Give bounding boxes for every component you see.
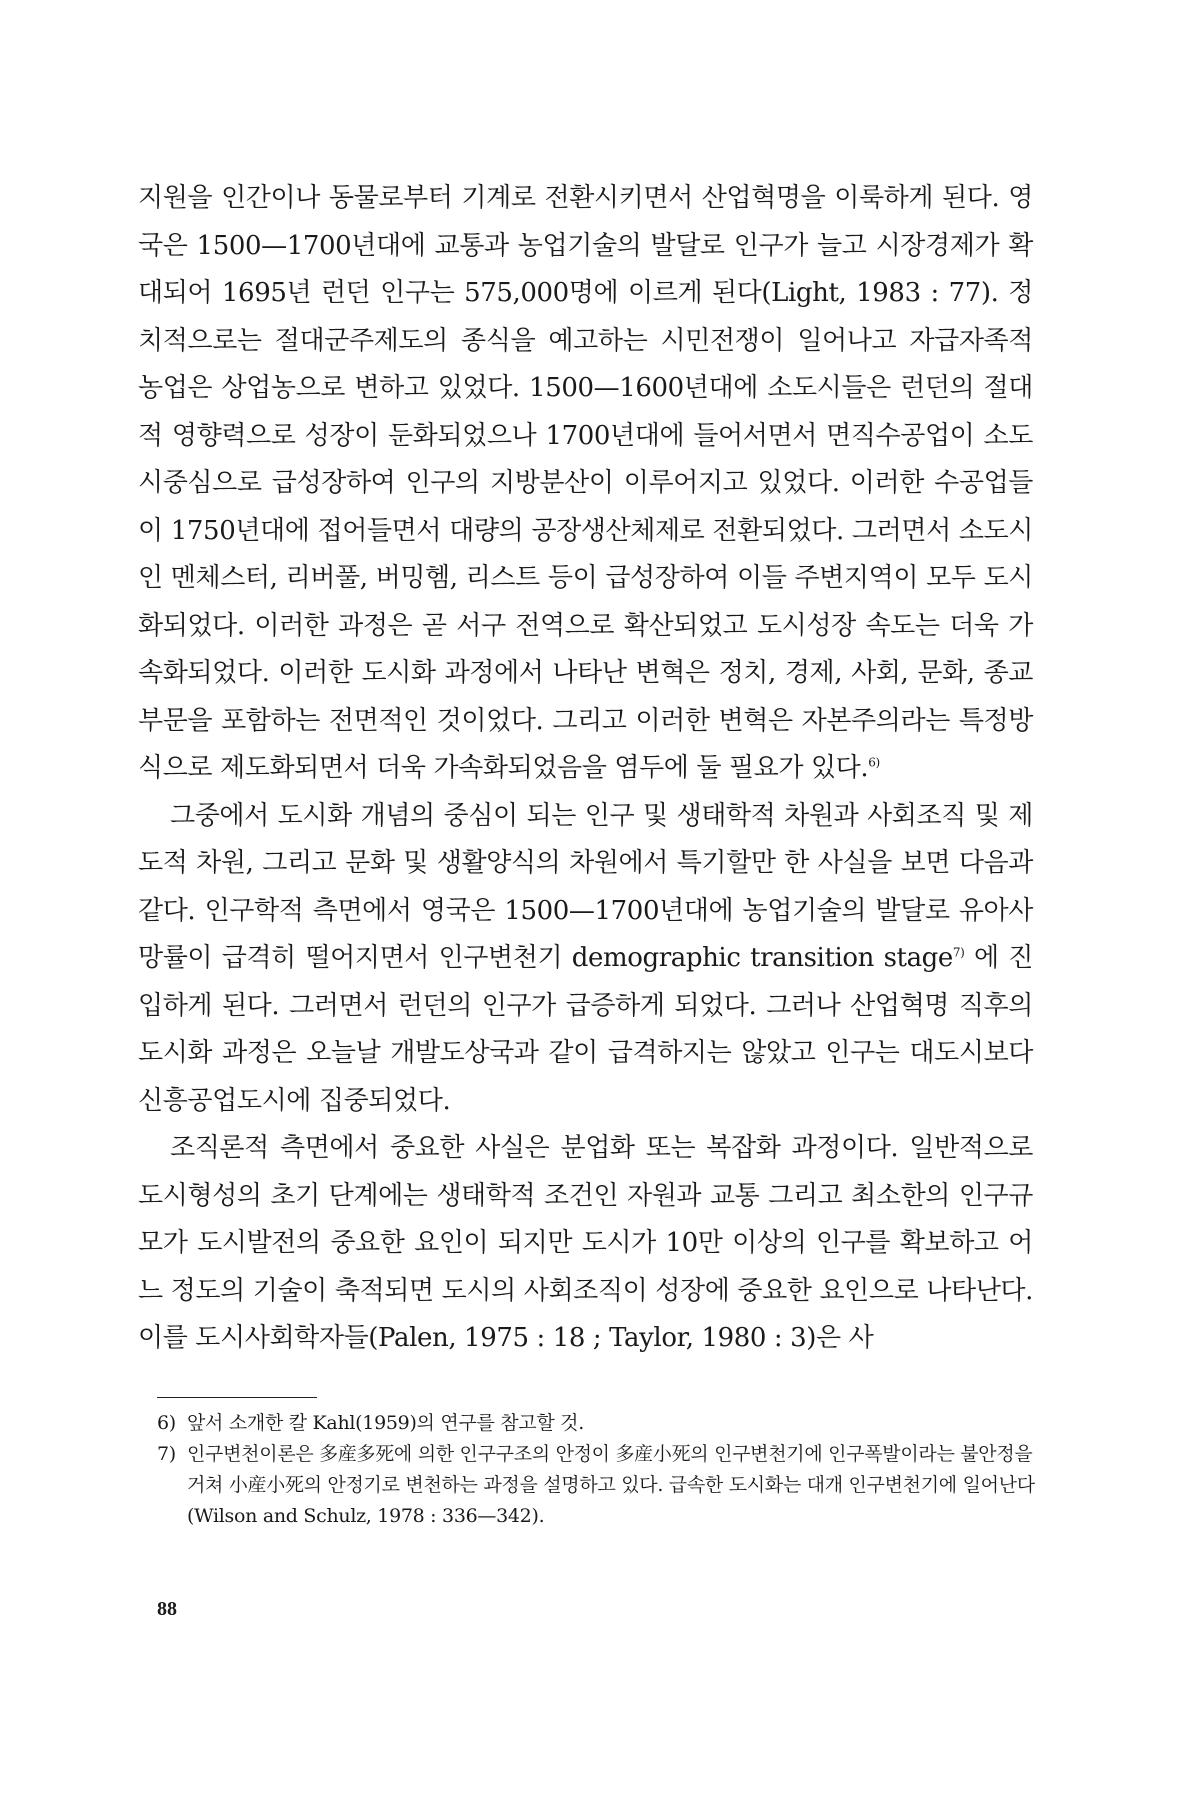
paragraph-3-text: 조직론적 측면에서 중요한 사실은 분업화 또는 복잡화 과정이다. 일반적으로 도시형성의 초기 단계에는 생태학적 조건인 자원과 교통 그리고 최소한의 인구규모가 도시발전의 중요한 요인이 되지만 도시가 10만 이상의 인구를 확보하고 어느 정도의 기술이 축적되면 도시의 사회조직이 성장에 중요한 요인으로 나타난다. 이를 도시사회학자들(Palen, 1975 : 18 ; Taylor, 1980 : 3)은 사 <box>138 1133 1033 1353</box>
footnote-divider <box>157 1397 317 1398</box>
paragraph-1-text: 지원을 인간이나 동물로부터 기계로 전환시키면서 산업혁명을 이룩하게 된다. 영국은 1500—1700년대에 교통과 농업기술의 발달로 인구가 늘고 시장경제가 확대되어 1695년 런던 인구는 575,000명에 이르게 된다(Light, 1983 : 77). 정치적으로는 절대군주제도의 종식을 예고하는 시민전쟁이 일어나고 자급자족적 농업은 상업농으로 변하고 있었다. 1500—1600년대에 소도시들은 런던의 절대적 영향력으로 성장이 둔화되었으나 1700년대에 들어서면서 면직수공업이 소도시중심으로 급성장하여 인구의 지방분산이 이루어지고 있었다. 이러한 수공업들이 1750년대에 접어들면서 대량의 공장생산체제로 전환되었다. 그러면서 소도시인 멘체스터, 리버풀, 버밍헴, 리스트 등이 급성장하여 이들 주변지역이 모두 도시화되었다. 이러한 과정은 곧 서구 전역으로 확산되었고 도시성장 속도는 더욱 가속화되었다. 이러한 도시화 과정에서 나타난 변혁은 정치, 경제, 사회, 문화, 종교부문을 포함하는 전면적인 것이었다. 그리고 이러한 변혁은 자본주의라는 특정방식으로 제도화되면서 더욱 가속화되었음을 염두에 둘 필요가 있다. <box>138 183 1033 783</box>
paragraph-3 <box>138 1125 1033 1363</box>
paragraph-2 <box>138 793 1033 1126</box>
body-text <box>138 175 1033 1363</box>
paragraph-1 <box>138 175 1033 793</box>
footnote-ref-7: 7) <box>952 945 965 960</box>
paragraph-2-text-after: 에 진입하게 된다. 그러면서 런던의 인구가 급증하게 되었다. 그러나 산업혁명 직후의 도시화 과정은 오늘날 개발도상국과 같이 급격하지는 않았고 인구는 대도시보다 신흥공업도시에 집중되었다. <box>138 943 1034 1116</box>
footnote-text: 인구변천이론은 多産多死에 의한 인구구조의 안정이 多産小死의 인구변천기에 인구폭발이라는 불안정을 거쳐 小産小死의 안정기로 변천하는 과정을 설명하고 있다. 급속한 도시화는 대개 인구변천기에 일어난다(Wilson and Schulz, 1978 : 336—342). <box>187 1443 1035 1527</box>
footnote-7 <box>157 1439 1037 1532</box>
page-number: 88 <box>157 1598 177 1620</box>
paragraph-2-text-before: 그중에서 도시화 개념의 중심이 되는 인구 및 생태학적 차원과 사회조직 및 제도적 차원, 그리고 문화 및 생활양식의 차원에서 특기할만 한 사실을 보면 다음과 같다. 인구학적 측면에서 영국은 1500—1700년대에 농업기술의 발달로 유아사망률이 급격히 떨어지면서 인구변천기 demographic transition stage <box>138 800 1033 973</box>
footnotes <box>157 1408 1037 1532</box>
footnote-6 <box>157 1408 1037 1439</box>
footnote-ref-6: 6) <box>868 755 880 770</box>
footnote-text: 앞서 소개한 칼 Kahl(1959)의 연구를 참고할 것. <box>187 1412 584 1434</box>
footnote-number: 6) <box>157 1412 176 1434</box>
footnote-number: 7) <box>157 1443 176 1465</box>
